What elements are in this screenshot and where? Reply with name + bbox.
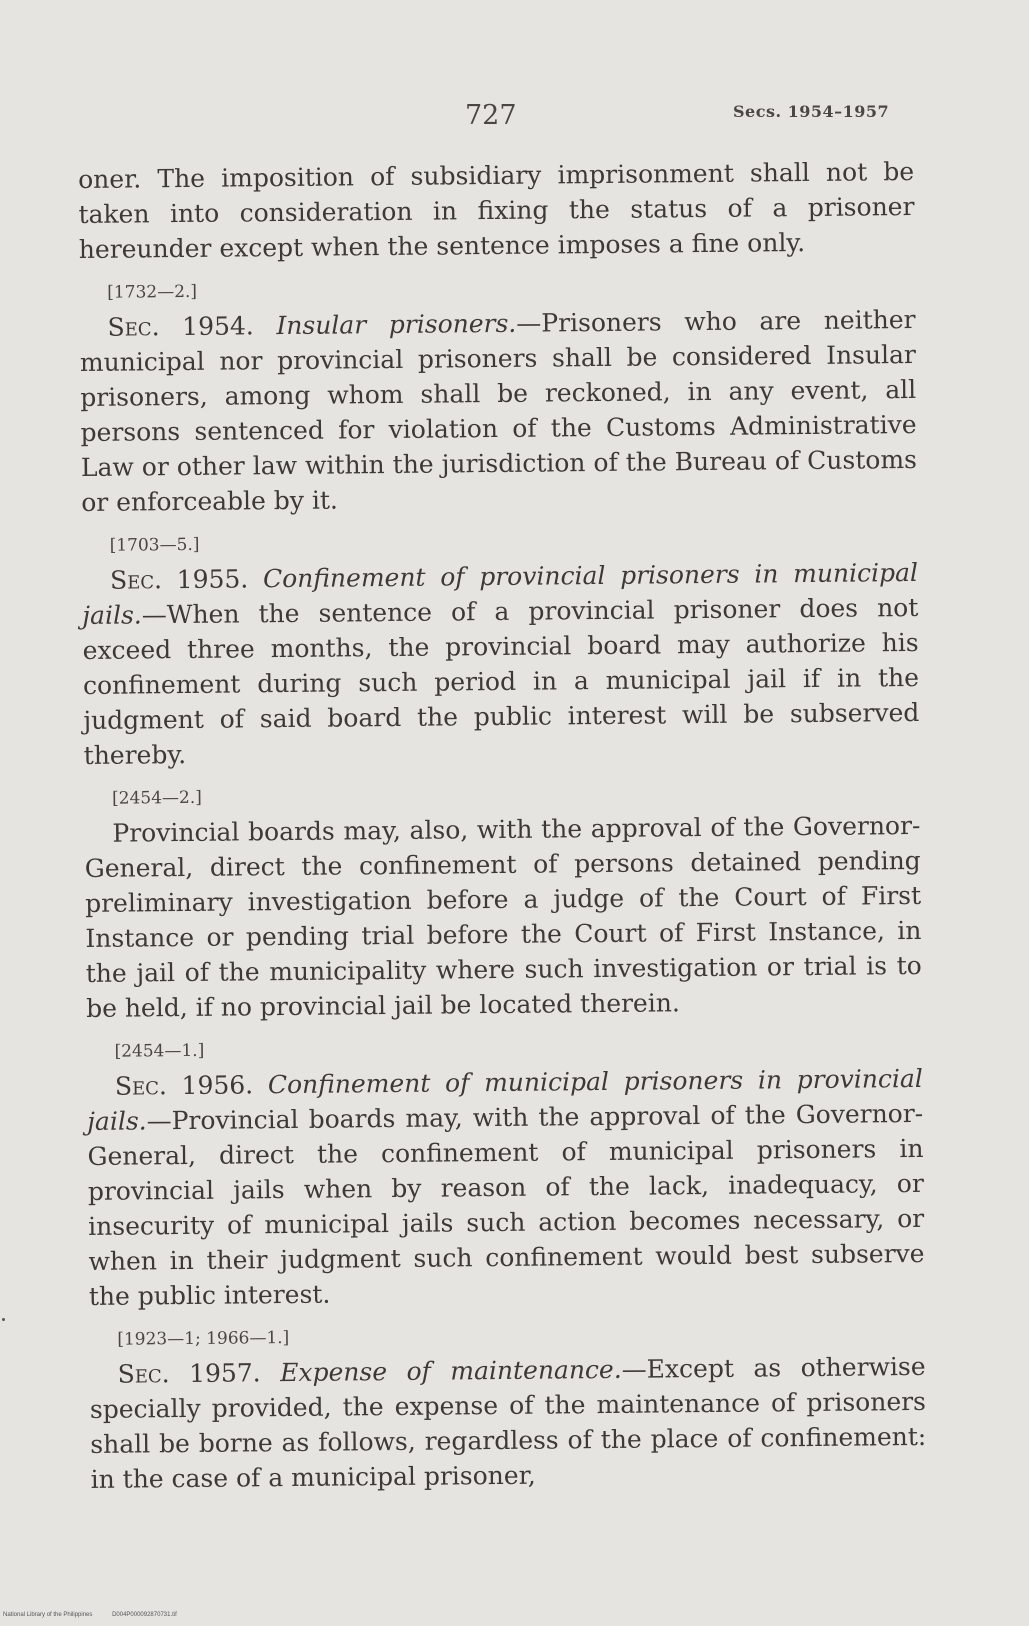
section-text: —Provincial boards may, with the approval of the Governor-General, direct the confinement of municipal prisoners in provincial jails when by reason of the lack, inadequacy, or insecurity of municipal jails such action becomes necessary, or when in their judgment such confinement would best subserve the public interest. <box>87 1098 925 1311</box>
page-number: 727 <box>465 100 517 131</box>
section-1954 <box>79 302 917 520</box>
section-title: Expense of maintenance. <box>280 1354 622 1388</box>
section-text: —When the sentence of a provincial prisoner does not exceed three months, the provincial board may authorize his confinement during such period in a municipal jail if in the judgment of said board the public interest will be subserved thereby. <box>82 592 920 770</box>
section-title: Confinement of provincial prisoners in municipal jails. <box>82 557 919 630</box>
section-text: —Prisoners who are neither municipal nor provincial prisoners shall be considered Insular prisoners, among whom shall be reckoned, in any event, all persons sentenced for violation of the Customs Administrative Law or other law within the jurisdiction of the Bureau of Customs or enforceable by it. <box>79 304 918 517</box>
footer-library: National Library of the Philippines <box>3 1612 93 1618</box>
section-1956 <box>87 1061 925 1314</box>
running-head: Secs. 1954–1957 <box>733 102 890 121</box>
section-number: Sec. 1954. <box>107 311 254 342</box>
continued-paragraph: oner. The imposition of subsidiary imprisonment shall not be taken into consideration in fixing the status of a prisoner hereunder except when the sentence imposes a fine only. <box>78 156 915 264</box>
section-title: Insular prisoners. <box>276 308 517 341</box>
section-1957 <box>89 1349 926 1497</box>
section-title: Confinement of municipal prisoners in provincial jails. <box>87 1063 923 1136</box>
section-text: —Except as otherwise specially provided, the expense of the maintenance of prisoners shall be borne as follows, regardless of the place of confinement: in the case of a municipal prisoner, <box>89 1351 927 1494</box>
section-1955-paragraph-2: Provincial boards may, also, with the approval of the Governor-General, direct the confinement of persons detained pending preliminary investigation before a judge of the Court of First Instance or pending trial before the Court of First Instance, in the jail of the municipality where such investigation or trial is to be held, if no provincial jail be located therein. <box>84 810 922 1023</box>
citation-1955: [1703—5.] <box>109 534 200 556</box>
section-1955 <box>82 555 920 773</box>
section-number: Sec. 1956. <box>114 1070 254 1101</box>
section-number: Sec. 1957. <box>117 1358 261 1389</box>
citation-1955-p2: [2454—2.] <box>112 787 202 809</box>
scan-speck <box>2 1318 5 1321</box>
citation-1956: [2454—1.] <box>114 1040 205 1062</box>
footer-file-id: D004P000092870731.tif <box>112 1612 177 1618</box>
citation-1957: [1923—1; 1966—1.] <box>117 1328 290 1350</box>
body-text <box>78 154 927 1497</box>
citation-1954: [1732—2.] <box>107 281 198 303</box>
section-number: Sec. 1955. <box>109 564 249 595</box>
scan-footer <box>3 1612 195 1618</box>
